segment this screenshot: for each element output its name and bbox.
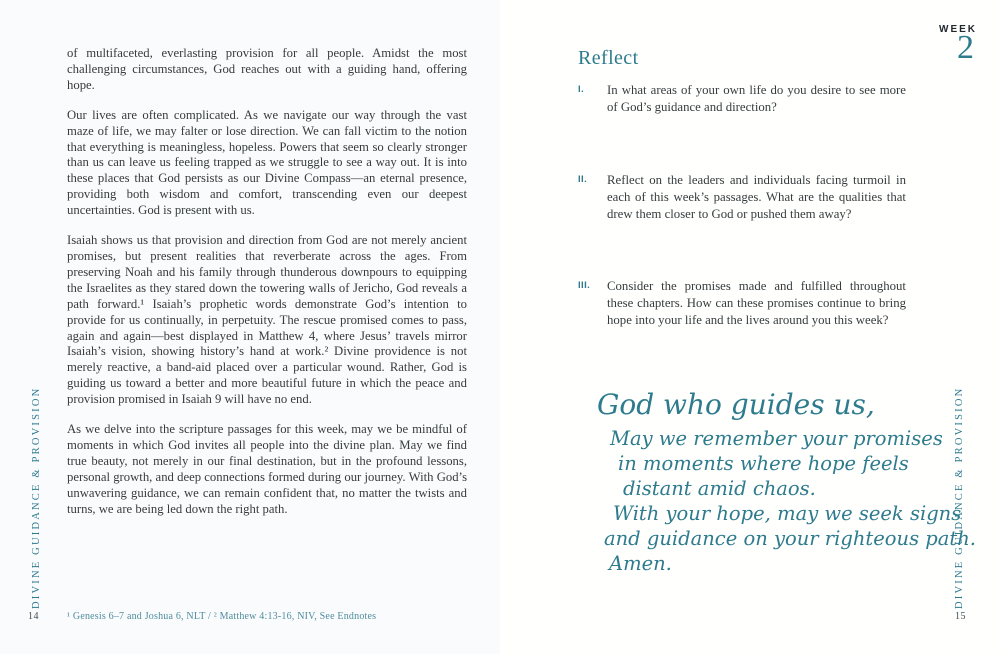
question-numeral: II. bbox=[578, 174, 588, 185]
question-text: Consider the promises made and fulfilled throughout these chapters. How can these promises continue to bring hope into your life and the lives around you this week? bbox=[607, 279, 906, 327]
question-text: In what areas of your own life do you desire to see more of God’s guidance and direction? bbox=[607, 83, 906, 114]
prayer-opening-line: God who guides us, bbox=[597, 388, 875, 421]
prayer-amen: Amen. bbox=[609, 552, 672, 575]
body-paragraph: of multifaceted, everlasting provision for all people. Amidst the most challenging circumstances, God reaches out with a guiding hand, offering hope. bbox=[67, 46, 467, 92]
right-page bbox=[500, 0, 1000, 654]
body-paragraph: Our lives are often complicated. As we navigate our way through the vast maze of life, we may falter or lose direction. We can fall victim to the notion that everything is meaningless, hopeless. Powers that seem so clearly stronger than us can leave us feeling trapped as we struggle to see a way out. It is into these places that God persists as our Divine Compass—an eternal presence, providing both wisdom and comfort, transcending even our deepest uncertainties. God is present with us. bbox=[67, 107, 467, 218]
chapter-sidebar-label: DIVINE GUIDANCE & PROVISION bbox=[954, 386, 965, 609]
week-number: 2 bbox=[957, 29, 974, 66]
week-label: WEEK bbox=[939, 24, 977, 35]
page-number: 14 bbox=[28, 611, 39, 622]
prayer-line: May we remember your promises bbox=[610, 427, 943, 450]
prayer-line: With your hope, may we seek signs bbox=[613, 502, 962, 525]
reflect-question bbox=[578, 278, 906, 328]
section-heading: Reflect bbox=[578, 47, 639, 69]
question-numeral: I. bbox=[578, 84, 585, 95]
body-paragraph: Isaiah shows us that provision and direction from God are not merely ancient promises, but present realities that reverberate across the ages. From preserving Noah and his family through thunderous downpours to equipping the Israelites as they stared down the towering walls of Jericho, God reveals a path forward.¹ Isaiah’s prophetic words demonstrate God’s intention to provide for us continually, in perpetuity. The rescue promised comes to pass, again and again—best displayed in Matthew 4, where Jesus’ travels mirror Isaiah’s vision, showing history’s hand at work.² Divine providence is not merely reactive, a band-aid placed over a particular wound. Rather, God is guiding us toward a better and more beautiful future in which the peace and provision promised in Isaiah 9 will have no end. bbox=[67, 233, 467, 407]
question-numeral: III. bbox=[578, 280, 591, 291]
body-text-block bbox=[67, 46, 467, 531]
prayer-line: distant amid chaos. bbox=[623, 477, 816, 500]
question-text: Reflect on the leaders and individuals facing turmoil in each of this week’s passages. What are the qualities that drew them closer to God or pushed them away? bbox=[607, 173, 906, 221]
prayer-line: in moments where hope feels bbox=[618, 452, 909, 475]
prayer-line: and guidance on your righteous path. bbox=[604, 527, 976, 550]
footnote: ¹ Genesis 6–7 and Joshua 6, NLT / ² Matthew 4:13-16, NIV, See Endnotes bbox=[67, 611, 377, 622]
reflect-question bbox=[578, 172, 906, 222]
body-paragraph: As we delve into the scripture passages for this week, may we be mindful of moments in which God invites all people into the divine plan. May we find true beauty, not merely in our final destination, but in the profound lessons, personal growth, and deep connections formed during our journey. With God’s unwavering guidance, we can remain confident that, no matter the twists and turns, we are being led down the right path. bbox=[67, 422, 467, 516]
reflect-question bbox=[578, 82, 906, 116]
page-number: 15 bbox=[955, 611, 966, 622]
chapter-sidebar-label: DIVINE GUIDANCE & PROVISION bbox=[31, 386, 42, 609]
